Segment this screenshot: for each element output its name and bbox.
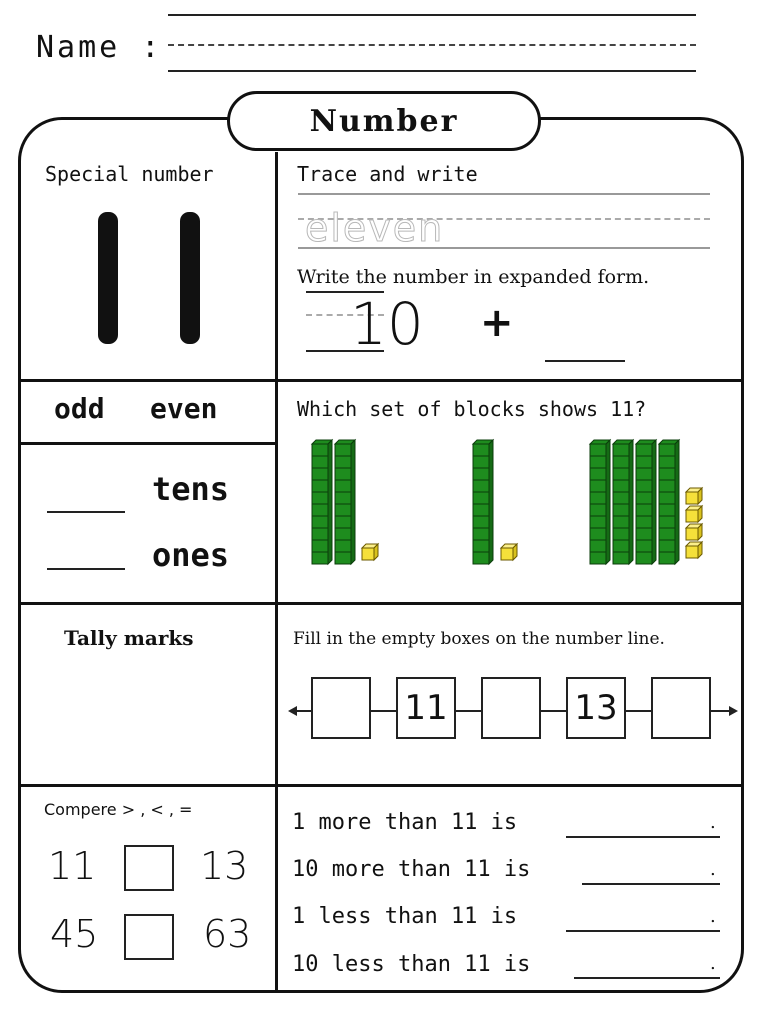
number-line-prompt: Fill in the empty boxes on the number line. xyxy=(293,629,665,649)
number-line-box-2: 11 xyxy=(396,677,456,739)
compare-label: Compere > , < , = xyxy=(44,800,193,819)
compare-row1-right: 13 xyxy=(200,844,249,888)
block-set-c-unit-3 xyxy=(686,524,702,540)
block-set-c-unit-4 xyxy=(686,542,702,558)
grid-divider-row2 xyxy=(19,602,743,605)
trace-label: Trace and write xyxy=(297,162,478,186)
more-less-period-1: . xyxy=(710,812,716,833)
compare-row2-left: 45 xyxy=(50,912,99,956)
expanded-ones-blank[interactable] xyxy=(545,360,625,362)
parity-odd[interactable]: odd xyxy=(54,392,105,425)
grid-divider-vertical xyxy=(275,152,278,992)
tally-label: Tally marks xyxy=(64,626,194,650)
ones-blank[interactable] xyxy=(47,568,125,570)
block-set-b-unit-1 xyxy=(501,544,517,560)
parity-even[interactable]: even xyxy=(150,392,218,425)
grid-divider-row3 xyxy=(19,784,743,787)
tally-area[interactable] xyxy=(30,660,260,770)
right-arrow-icon xyxy=(729,706,738,716)
expanded-plus: + xyxy=(480,300,514,346)
special-number-digit-1 xyxy=(98,212,118,344)
name-line-top xyxy=(168,14,696,16)
block-set-a-rod-1 xyxy=(312,440,332,564)
compare-row2-box[interactable] xyxy=(124,914,174,960)
number-line-box-4: 13 xyxy=(566,677,626,739)
number-line-box-3[interactable] xyxy=(481,677,541,739)
more-less-period-3: . xyxy=(710,906,716,927)
name-label: Name : xyxy=(36,30,163,65)
more-less-blank-1[interactable] xyxy=(566,836,720,838)
more-less-blank-4[interactable] xyxy=(574,977,720,979)
more-less-period-4: . xyxy=(710,953,716,974)
special-number-digit-2 xyxy=(180,212,200,344)
block-set-c-rod-1 xyxy=(590,440,610,564)
special-number-label: Special number xyxy=(45,162,214,186)
block-set-b-rod-1 xyxy=(473,440,493,564)
grid-divider-parity xyxy=(19,442,277,445)
block-set-a-unit-1 xyxy=(362,544,378,560)
compare-row1-left: 11 xyxy=(48,844,97,888)
worksheet-title: Number xyxy=(227,91,541,151)
tens-label: tens xyxy=(152,470,230,508)
block-set-c-rod-2 xyxy=(613,440,633,564)
more-less-item-3: 1 less than 11 is xyxy=(292,904,518,929)
block-set-a-rod-2 xyxy=(335,440,355,564)
blocks-illustration xyxy=(290,430,730,570)
block-set-c-rod-3 xyxy=(636,440,656,564)
more-less-item-1: 1 more than 11 is xyxy=(292,810,518,835)
left-arrow-icon xyxy=(288,706,297,716)
more-less-period-2: . xyxy=(710,859,716,880)
expanded-prompt: Write the number in expanded form. xyxy=(297,266,650,288)
expanded-tens-value: 10 xyxy=(350,290,424,358)
blocks-question: Which set of blocks shows 11? xyxy=(297,397,647,421)
ones-label: ones xyxy=(152,536,230,574)
number-line-box-1[interactable] xyxy=(311,677,371,739)
more-less-item-2: 10 more than 11 is xyxy=(292,857,531,882)
compare-row1-box[interactable] xyxy=(124,845,174,891)
more-less-item-4: 10 less than 11 is xyxy=(292,952,531,977)
name-line-dashed[interactable] xyxy=(168,44,696,46)
block-set-c-rod-4 xyxy=(659,440,679,564)
tens-blank[interactable] xyxy=(47,511,125,513)
grid-divider-row1 xyxy=(19,379,743,382)
number-line-box-5[interactable] xyxy=(651,677,711,739)
more-less-blank-2[interactable] xyxy=(582,883,720,885)
block-set-c-unit-2 xyxy=(686,506,702,522)
trace-line-top xyxy=(298,193,710,195)
more-less-blank-3[interactable] xyxy=(566,930,720,932)
block-set-c-unit-1 xyxy=(686,488,702,504)
trace-word[interactable]: eleven xyxy=(305,206,445,250)
name-line-bottom xyxy=(168,70,696,72)
compare-row2-right: 63 xyxy=(203,912,252,956)
